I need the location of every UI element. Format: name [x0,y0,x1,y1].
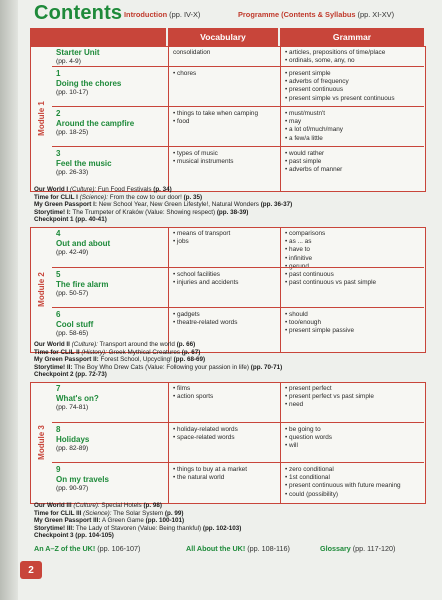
unit-number: 4 [56,229,61,238]
vocabulary-cell [168,382,281,422]
unit-cell [52,67,168,107]
unit-row[interactable] [52,382,424,422]
unit-title: Doing the chores [56,79,122,88]
extra-pages: (p. 35) [183,193,203,201]
module-extras [34,186,424,224]
extra-label: Checkpoint 3 [34,532,74,540]
extra-item[interactable] [34,517,424,525]
extra-label: Checkpoint 1 [34,216,74,224]
extra-title: Greek Mythical Creatures [108,348,181,356]
extra-type: (Science): [83,509,112,517]
extra-pages: (p. 34) [153,186,172,193]
grammar-item: • present perfect [285,385,374,393]
extra-pages: (pp. 72-73) [75,371,107,379]
extra-pages: (p. 66) [176,341,196,348]
grammar-item: • comparisons [285,230,325,238]
extra-title: A Green Game [101,517,144,525]
extra-item[interactable] [34,201,424,209]
unit-cell [52,463,168,503]
grammar-item: • would rather [285,150,342,158]
unit-number: 3 [56,149,61,158]
extra-item[interactable] [34,525,424,533]
extra-item[interactable] [34,186,424,194]
extra-pages: (p. 98) [143,502,162,509]
extra-item[interactable] [34,364,424,372]
unit-pages: (pp. 50-57) [56,290,89,297]
programme-link[interactable] [238,10,394,19]
extra-pages: (pp. 104-105) [75,532,114,540]
grammar-cell [280,463,425,503]
unit-row[interactable] [52,267,424,308]
extra-title: The Trumpeter of Kraków (Value: Showing respect) [72,208,216,216]
introduction-link[interactable] [124,10,200,19]
extra-pages: (p. 67) [181,348,201,356]
vocabulary-item: • holiday-related words [173,426,238,434]
vocabulary-item: • space-related words [173,434,238,442]
vocabulary-item: • theatre-related words [173,319,237,327]
grammar-item: • too/enough [285,319,354,327]
grammar-item: • present perfect vs past simple [285,393,374,401]
vocabulary-item: • musical instruments [173,158,233,166]
grammar-item: • need [285,401,374,409]
unit-cell [52,227,168,267]
grammar-cell [280,67,425,107]
vocabulary-cell [168,423,281,463]
grammar-item: • infinitive [285,255,325,263]
module-label: Module 2 [36,271,46,307]
vocabulary-column-header: Vocabulary [168,28,278,46]
vocabulary-item: • the natural world [173,474,247,482]
extra-label: My Green Passport II: [34,356,99,364]
unit-number: 2 [56,109,61,118]
extra-pages: (pp. 70-71) [250,363,283,371]
unit-number: 7 [56,384,61,393]
grammar-item: • present simple [285,70,395,78]
extra-title: Fun Food Festivals [97,186,152,193]
extra-item[interactable] [34,502,424,510]
contents-header [0,0,442,30]
grammar-cell [280,382,425,422]
grammar-cell [280,227,425,270]
grammar-item: • zero conditional [285,466,401,474]
grammar-cell [280,268,425,308]
unit-cell [52,382,168,422]
vocabulary-item: • means of transport [173,230,230,238]
extra-pages: (p. 99) [164,509,184,517]
vocabulary-cell [168,67,281,107]
grammar-item: • have to [285,246,325,254]
grammar-item: • past simple [285,158,342,166]
vocabulary-item: consolidation [173,49,211,56]
extra-label: Checkpoint 2 [34,371,74,379]
unit-cell [52,107,168,147]
extra-pages: (pp. 102-103) [202,524,242,532]
vocabulary-item: • things to take when camping [173,110,258,118]
unit-cell [52,46,168,66]
vocabulary-item: • injuries and accidents [173,279,238,287]
vocabulary-item: • gadgets [173,311,237,319]
vocabulary-cell [168,268,281,308]
extra-item[interactable] [34,371,424,379]
module-extras [34,502,424,540]
vocabulary-cell [168,463,281,503]
unit-title: Starter Unit [56,48,100,57]
vocabulary-item: • food [173,118,258,126]
az-link[interactable]: An A–Z of the UK! (pp. 106-107) [34,544,141,553]
unit-row[interactable] [52,106,424,147]
unit-title: What's on? [56,394,99,403]
grammar-item: • 1st conditional [285,474,401,482]
grammar-cell [280,147,425,191]
grammar-item: • question words [285,434,332,442]
unit-row[interactable] [52,227,424,270]
unit-number: 8 [56,425,61,434]
extra-label: Storytime! III: [34,524,75,532]
grammar-item: • gerund [285,263,325,271]
unit-pages: (pp. 90-97) [56,485,89,492]
unit-cell [52,423,168,463]
vocabulary-item: • school facilities [173,271,238,279]
extra-label: Our World I [34,186,69,193]
extra-pages: (pp. 100-101) [145,517,185,525]
about-uk-link[interactable]: All About the UK! (pp. 108-116) [186,544,290,553]
extra-title: The Lady of Stavoren (Value: Being thankful) [75,524,202,532]
unit-number: 5 [56,270,61,279]
unit-cell [52,147,168,191]
extra-title: The Boy Who Drew Cats (Value: Following your passion in life) [74,363,250,371]
unit-number: 1 [56,69,61,78]
unit-title: On my travels [56,475,109,484]
extra-label: Storytime! I: [34,208,71,216]
unit-pages: (pp. 74-81) [56,404,89,411]
unit-row[interactable] [52,422,424,463]
extra-item[interactable] [34,356,424,364]
unit-pages: (pp. 18-25) [56,129,89,136]
grammar-cell [280,423,425,463]
extra-item[interactable] [34,194,424,202]
unit-title: Cool stuff [56,320,94,329]
extra-item[interactable] [34,209,424,217]
unit-pages: (pp. 58-65) [56,330,89,337]
module-label: Module 1 [36,100,46,136]
unit-pages: (pp. 42-49) [56,249,89,256]
grammar-item: • past continuous vs past simple [285,279,376,287]
unit-pages: (pp. 26-33) [56,169,89,176]
unit-pages: (pp. 82-89) [56,445,89,452]
unit-column-header [30,28,166,46]
extra-label: My Green Passport III: [34,517,101,525]
grammar-item: • as ... as [285,238,325,246]
unit-title: Around the campfire [56,119,135,128]
module-label: Module 3 [36,424,46,460]
extra-item[interactable] [34,510,424,518]
extra-label: Our World III [34,502,72,509]
grammar-item: • must/mustn't [285,110,343,118]
unit-title: Out and about [56,239,111,248]
unit-title: Feel the music [56,159,112,168]
grammar-item: • may [285,118,343,126]
unit-number: 6 [56,310,61,319]
vocabulary-cell [168,147,281,191]
glossary-link[interactable]: Glossary (pp. 117-120) [320,544,396,553]
vocabulary-item: • jobs [173,238,230,246]
extra-title: The Solar System [113,509,164,517]
extra-label: Time for CLIL III [34,509,82,517]
vocabulary-cell [168,107,281,147]
grammar-item: • could (possibility) [285,491,401,499]
unit-row[interactable] [52,462,424,503]
programme-label: Programme (Contents & Syllabus [238,10,356,19]
extra-pages: (pp. 36-37) [260,201,293,209]
grammar-cell [280,46,425,66]
grammar-item: • present continuous [285,86,395,94]
grammar-item: • present simple vs present continuous [285,95,395,103]
vocabulary-cell [168,227,281,267]
unit-number: 9 [56,465,61,474]
grammar-item: • articles, prepositions of time/place [285,49,385,57]
grammar-item: • ordinals, some, any, no [285,57,385,65]
grammar-item: • present continuous with future meaning [285,482,401,490]
extra-type: (History): [81,348,107,356]
extra-pages: (pp. 68-69) [173,356,206,364]
grammar-item: • adverbs of manner [285,166,342,174]
extra-pages: (pp. 40-41) [75,216,107,224]
extra-item[interactable] [34,532,424,540]
extra-type: (Culture): [73,502,100,509]
extra-item[interactable] [34,349,424,357]
grammar-cell [280,107,425,147]
extra-title: Transport around the world [99,341,175,348]
page-number-badge: 2 [20,561,42,579]
extra-type: (Culture): [71,341,98,348]
grammar-column-header: Grammar [280,28,424,46]
unit-cell [52,268,168,308]
vocabulary-item: • action sports [173,393,213,401]
grammar-item: • be going to [285,426,332,434]
grammar-item: • past continuous [285,271,376,279]
vocabulary-cell [168,46,281,66]
extra-item[interactable] [34,216,424,224]
introduction-label: Introduction [124,10,168,19]
extra-label: Time for CLIL II [34,348,80,356]
unit-title: The fire alarm [56,280,109,289]
extra-item[interactable] [34,341,424,349]
extra-type: (Science): [79,193,108,201]
introduction-pages: (pp. IV-X) [169,10,201,19]
book-spine-shadow [0,0,18,600]
extra-title: Special Hotels [101,502,142,509]
extra-label: Our World II [34,341,70,348]
extra-pages: (pp. 38-39) [216,208,249,216]
vocabulary-item: • types of music [173,150,233,158]
grammar-item: • adverbs of frequency [285,78,395,86]
programme-pages: (pp. XI-XV) [357,10,395,19]
grammar-item: • present simple passive [285,327,354,335]
unit-pages: (pp. 4-9) [56,58,81,65]
extra-title: Forest School, Upcycling! [100,356,172,364]
grammar-item: • should [285,311,354,319]
grammar-item: • will [285,442,332,450]
extra-label: My Green Passport I: [34,201,97,209]
unit-pages: (pp. 10-17) [56,89,89,96]
extra-type: (Culture): [69,186,97,193]
extra-label: Storytime! II: [34,363,73,371]
vocabulary-item: • chores [173,70,196,78]
extra-title: New School Year, New Green Lifestyle!, Natural Wonders [98,201,259,209]
vocabulary-item: • things to buy at a market [173,466,247,474]
page-title: Contents [34,2,123,24]
grammar-item: • a lot of/much/many [285,126,343,134]
extra-label: Time for CLIL I [34,193,78,201]
grammar-item: • a few/a little [285,135,343,143]
extra-title: From the cow to our door! [109,193,182,201]
vocabulary-item: • films [173,385,213,393]
unit-row[interactable] [52,146,424,191]
unit-row[interactable] [52,66,424,107]
module-extras [34,341,424,379]
unit-title: Holidays [56,435,90,444]
unit-row[interactable] [52,46,424,66]
